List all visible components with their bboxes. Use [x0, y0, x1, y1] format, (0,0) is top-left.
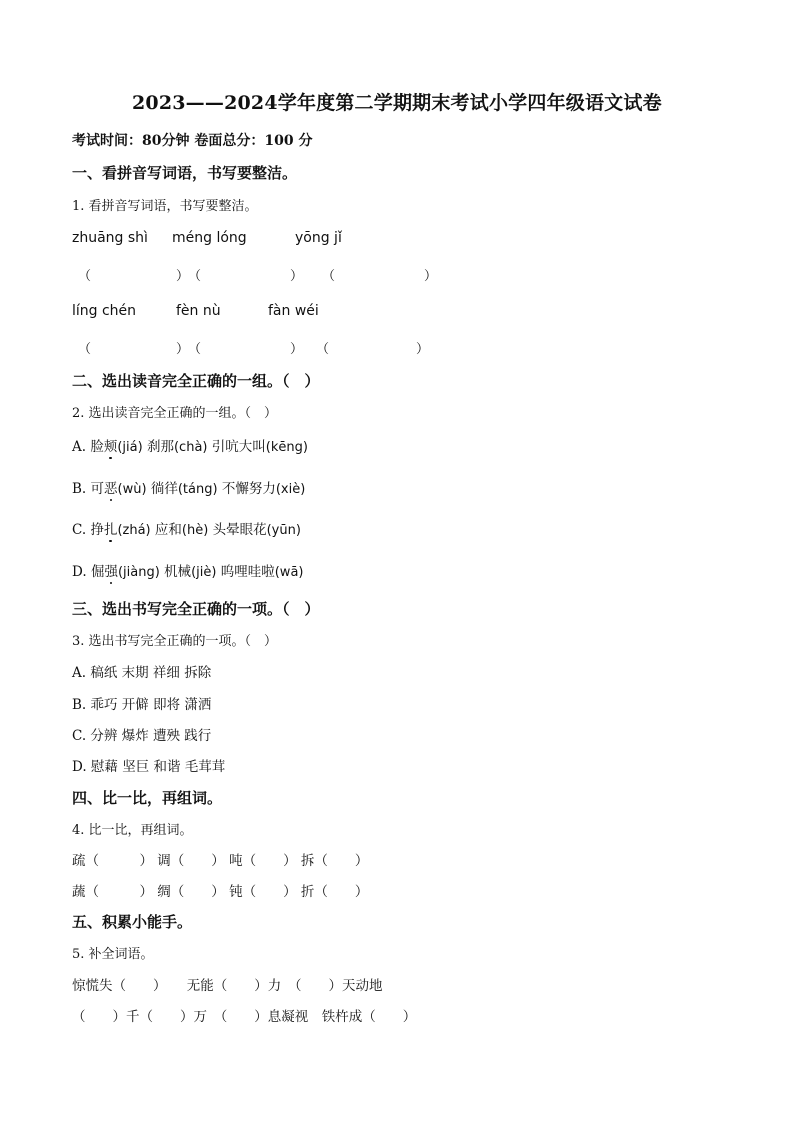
option-3d[interactable]: D. 慰藉 坚巨 和谐 毛茸茸	[72, 759, 226, 775]
answer-blank-6-close: ）	[416, 342, 430, 357]
pinyin: (kēng)	[265, 440, 308, 455]
answer-blank-1-close: ）	[176, 269, 190, 284]
pinyin-5: fèn nù	[176, 303, 221, 319]
emphasis-dot-char: 扎	[103, 522, 118, 538]
word: 倔强	[90, 564, 118, 580]
word: 引吭大叫	[211, 439, 266, 455]
pinyin: (jiá)	[117, 440, 143, 455]
pinyin-6: fàn wéi	[268, 303, 319, 319]
pinyin-1: zhuāng shì	[72, 230, 148, 246]
pinyin-3: yōng jǐ	[295, 230, 342, 246]
word: 不懈努力	[221, 481, 276, 497]
section-5-heading: 五、积累小能手。	[72, 913, 193, 931]
answer-blank-3-close: ）	[424, 269, 438, 284]
pinyin: (wā)	[274, 565, 304, 580]
option-2d[interactable]	[72, 560, 303, 580]
option-2b[interactable]	[72, 477, 305, 497]
answer-blank-1-open[interactable]: （	[78, 269, 92, 284]
question-4: 4. 比一比，再组词。	[72, 823, 193, 838]
question-2: 2. 选出读音完全正确的一组。（ ）	[72, 406, 278, 421]
question-1: 1. 看拼音写词语，书写要整洁。	[72, 199, 258, 214]
option-3b[interactable]: B. 乖巧 开僻 即将 潇洒	[72, 697, 212, 713]
answer-blank-4-open[interactable]: （	[78, 342, 92, 357]
option-label: B.	[72, 481, 87, 497]
section-1-heading: 一、看拼音写词语，书写要整洁。	[72, 164, 298, 182]
word: 机械	[164, 564, 192, 580]
word: 呜哩哇啦	[220, 564, 275, 580]
pinyin: (jiè)	[191, 565, 217, 580]
option-label: C.	[72, 522, 87, 538]
emphasis-dot-char: 颊	[103, 439, 118, 455]
answer-blank-5-open[interactable]: （	[188, 342, 202, 357]
idiom-row-1[interactable]: 惊慌失（ ） 无能（ ）力 （ ）天动地	[72, 978, 383, 994]
word: 挣扎	[90, 522, 118, 538]
word: 应和	[154, 522, 182, 538]
section-3-heading: 三、选出书写完全正确的一项。（ ）	[72, 600, 320, 618]
answer-blank-6-open[interactable]: （	[316, 342, 330, 357]
emphasis-dot-char: 恶	[104, 481, 118, 497]
pinyin: (jiàng)	[117, 565, 160, 580]
emphasis-dot-char: 强	[104, 564, 118, 580]
word: 刹那	[146, 439, 174, 455]
option-2c[interactable]	[72, 518, 301, 538]
pinyin: (zhá)	[117, 523, 151, 538]
option-label: A.	[72, 439, 87, 455]
pinyin: (táng)	[177, 482, 218, 497]
page-title: 2023——2024学年度第二学期期末考试小学四年级语文试卷	[132, 92, 662, 114]
idiom-row-2[interactable]: （ ）千（ ）万 （ ）息凝视 铁杵成（ ）	[72, 1009, 417, 1025]
pinyin: (hè)	[181, 523, 209, 538]
option-2a[interactable]	[72, 435, 308, 455]
exam-info: 考试时间：80分钟 卷面总分：100 分	[72, 133, 313, 149]
word: 脸颊	[90, 439, 118, 455]
compare-row-1[interactable]: 疏（ ） 调（ ） 吨（ ） 拆（ ）	[72, 853, 369, 869]
option-3c[interactable]: C. 分辨 爆炸 遭殃 践行	[72, 728, 212, 744]
answer-blank-2-close: ）	[290, 269, 304, 284]
option-3a[interactable]: A. 稿纸 末期 祥细 拆除	[72, 665, 212, 681]
pinyin: (chà)	[173, 440, 208, 455]
compare-row-2[interactable]: 蔬（ ） 绸（ ） 钝（ ） 折（ ）	[72, 884, 369, 900]
word: 头晕眼花	[212, 522, 267, 538]
question-5: 5. 补全词语。	[72, 947, 154, 962]
section-4-heading: 四、比一比，再组词。	[72, 789, 223, 807]
pinyin-2: méng lóng	[172, 230, 247, 246]
pinyin-4: líng chén	[72, 303, 137, 319]
word: 可恶	[90, 481, 118, 497]
option-label: D.	[72, 564, 87, 580]
answer-blank-5-close: ）	[290, 342, 304, 357]
answer-blank-2-open[interactable]: （	[188, 269, 202, 284]
answer-blank-4-close: ）	[176, 342, 190, 357]
pinyin: (xiè)	[275, 482, 306, 497]
section-2-heading: 二、选出读音完全正确的一组。（ ）	[72, 372, 320, 390]
word: 徜徉	[150, 481, 178, 497]
pinyin: (yūn)	[266, 523, 301, 538]
answer-blank-3-open[interactable]: （	[322, 269, 336, 284]
question-3: 3. 选出书写完全正确的一项。（ ）	[72, 634, 278, 649]
pinyin: (wù)	[117, 482, 147, 497]
